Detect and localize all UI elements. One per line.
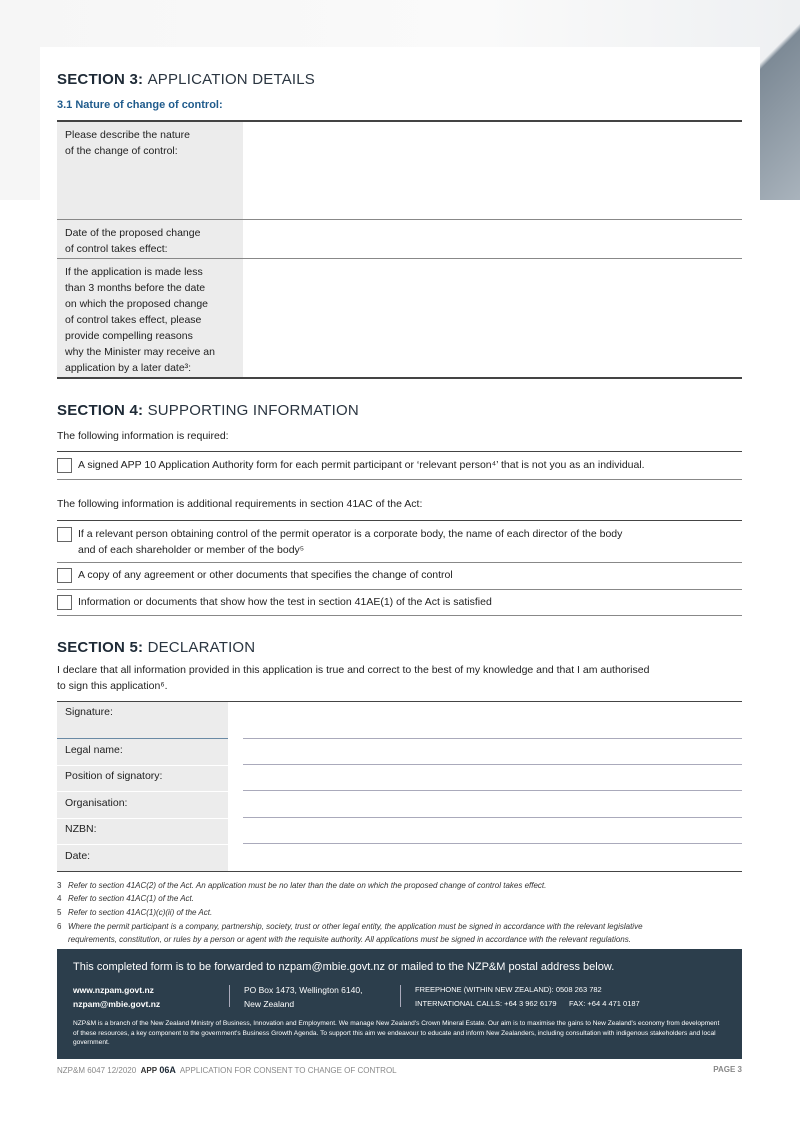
signature-input[interactable] — [243, 720, 742, 739]
postal-address: PO Box 1473, Wellington 6140, New Zealand — [244, 985, 363, 1009]
contact-headline: This completed form is to be forwarded to nzpam@mbie.govt.nz or mailed to the NZP&M postal address below. — [73, 961, 615, 973]
divider — [57, 562, 742, 563]
divider — [57, 520, 742, 521]
divider — [57, 871, 742, 872]
footnote: 6 Where the permit participant is a company, partnership, society, trust or other legal entity, the application must be signed in accordance with the relevant legislative — [57, 922, 643, 931]
legal-name-input[interactable] — [243, 746, 742, 765]
additional-intro: The following information is additional requirements in section 41AC of the Act: — [57, 498, 423, 510]
declaration-text: I declare that all information provided in this application is true and correct to the best of my knowledge and that I am authorised to sign this application⁶. — [57, 664, 650, 692]
late-reasons-label: If the application is made less than 3 months before the date on which the proposed change of control takes effect, please provide compelling reasons why the Minister may receive an application by a later date³: — [57, 259, 243, 377]
nature-label: Please describe the nature of the change of control: — [57, 122, 243, 219]
footer-info: NZP&M 6047 12/2020 APP 06A APPLICATION FOR CONSENT TO CHANGE OF CONTROL — [57, 1065, 397, 1075]
phone-numbers: FREEPHONE (WITHIN NEW ZEALAND): 0508 263 782 INTERNATIONAL CALLS: +64 3 962 6179 FAX: +64 4 471 0187 — [415, 985, 640, 1008]
section4-heading: SECTION 4: SUPPORTING INFORMATION — [57, 402, 359, 419]
date-label: Date of the proposed change of control takes effect: — [57, 220, 243, 258]
footnote: 4 Refer to section 41AC(1) of the Act. — [57, 894, 194, 903]
section3-subheading: 3.1 Nature of change of control: — [57, 99, 223, 111]
section5-heading: SECTION 5: DECLARATION — [57, 639, 256, 656]
page-number: PAGE 3 — [713, 1065, 742, 1074]
position-input[interactable] — [243, 772, 742, 791]
organisation-input[interactable] — [243, 799, 742, 818]
nzbn-label: NZBN: — [65, 823, 97, 835]
declaration-labels — [57, 702, 228, 871]
divider — [57, 479, 742, 480]
checkbox-app10-label: A signed APP 10 Application Authority form for each permit participant or ‘relevant person⁴’ that is not you as an individual. — [78, 459, 645, 471]
checkbox-test[interactable] — [57, 595, 72, 610]
legal-name-label: Legal name: — [65, 744, 123, 756]
nature-input[interactable] — [246, 124, 740, 217]
checkbox-agreement-label: A copy of any agreement or other documents that specifies the change of control — [78, 569, 453, 581]
divider — [57, 451, 742, 452]
signature-label: Signature: — [65, 706, 113, 718]
footnote: 3 Refer to section 41AC(2) of the Act. An application must be no later than the date on which the proposed change of control takes effect. — [57, 881, 547, 890]
checkbox-directors-label: If a relevant person obtaining control of the permit operator is a corporate body, the name of each director of the body and of each shareholder or member of the body⁵ — [78, 528, 623, 556]
email-link[interactable]: nzpam@mbie.govt.nz — [73, 999, 161, 1009]
divider — [57, 589, 742, 590]
checkbox-agreement[interactable] — [57, 568, 72, 583]
date-input[interactable] — [243, 851, 742, 870]
checkbox-directors[interactable] — [57, 527, 72, 542]
about-text: NZP&M is a branch of the New Zealand Ministry of Business, Innovation and Employment. We manage New Zealand's Crown Mineral Estate. Our aim is to maximise the gains to New Zealand's economy from development of these resources, a key component to the government's Business Growth Agenda. To support this aim we endeavour to educate and inform New Zealanders, including consultation with indigenous stakeholders and local government. — [73, 1020, 720, 1046]
website-link[interactable]: www.nzpam.govt.nz — [73, 985, 154, 995]
contact-box — [57, 949, 742, 1059]
nzbn-input[interactable] — [243, 825, 742, 844]
organisation-label: Organisation: — [65, 797, 128, 809]
date-input[interactable] — [246, 224, 740, 236]
checkbox-test-label: Information or documents that show how the test in section 41AE(1) of the Act is satisfied — [78, 596, 492, 608]
position-label: Position of signatory: — [65, 770, 163, 782]
divider — [57, 615, 742, 616]
section3-heading: SECTION 3: APPLICATION DETAILS — [57, 71, 316, 88]
divider — [57, 377, 742, 379]
footnote: requirements, constitution, or rules by a person or agent with the requisite authority. All applications must be signed in accordance with the relevant regulations. — [68, 935, 631, 944]
required-intro: The following information is required: — [57, 430, 229, 442]
late-reasons-input[interactable] — [246, 262, 740, 374]
date-label: Date: — [65, 850, 91, 862]
footnote: 5 Refer to section 41AC(1)(c)(ii) of the Act. — [57, 908, 213, 917]
checkbox-app10[interactable] — [57, 458, 72, 473]
